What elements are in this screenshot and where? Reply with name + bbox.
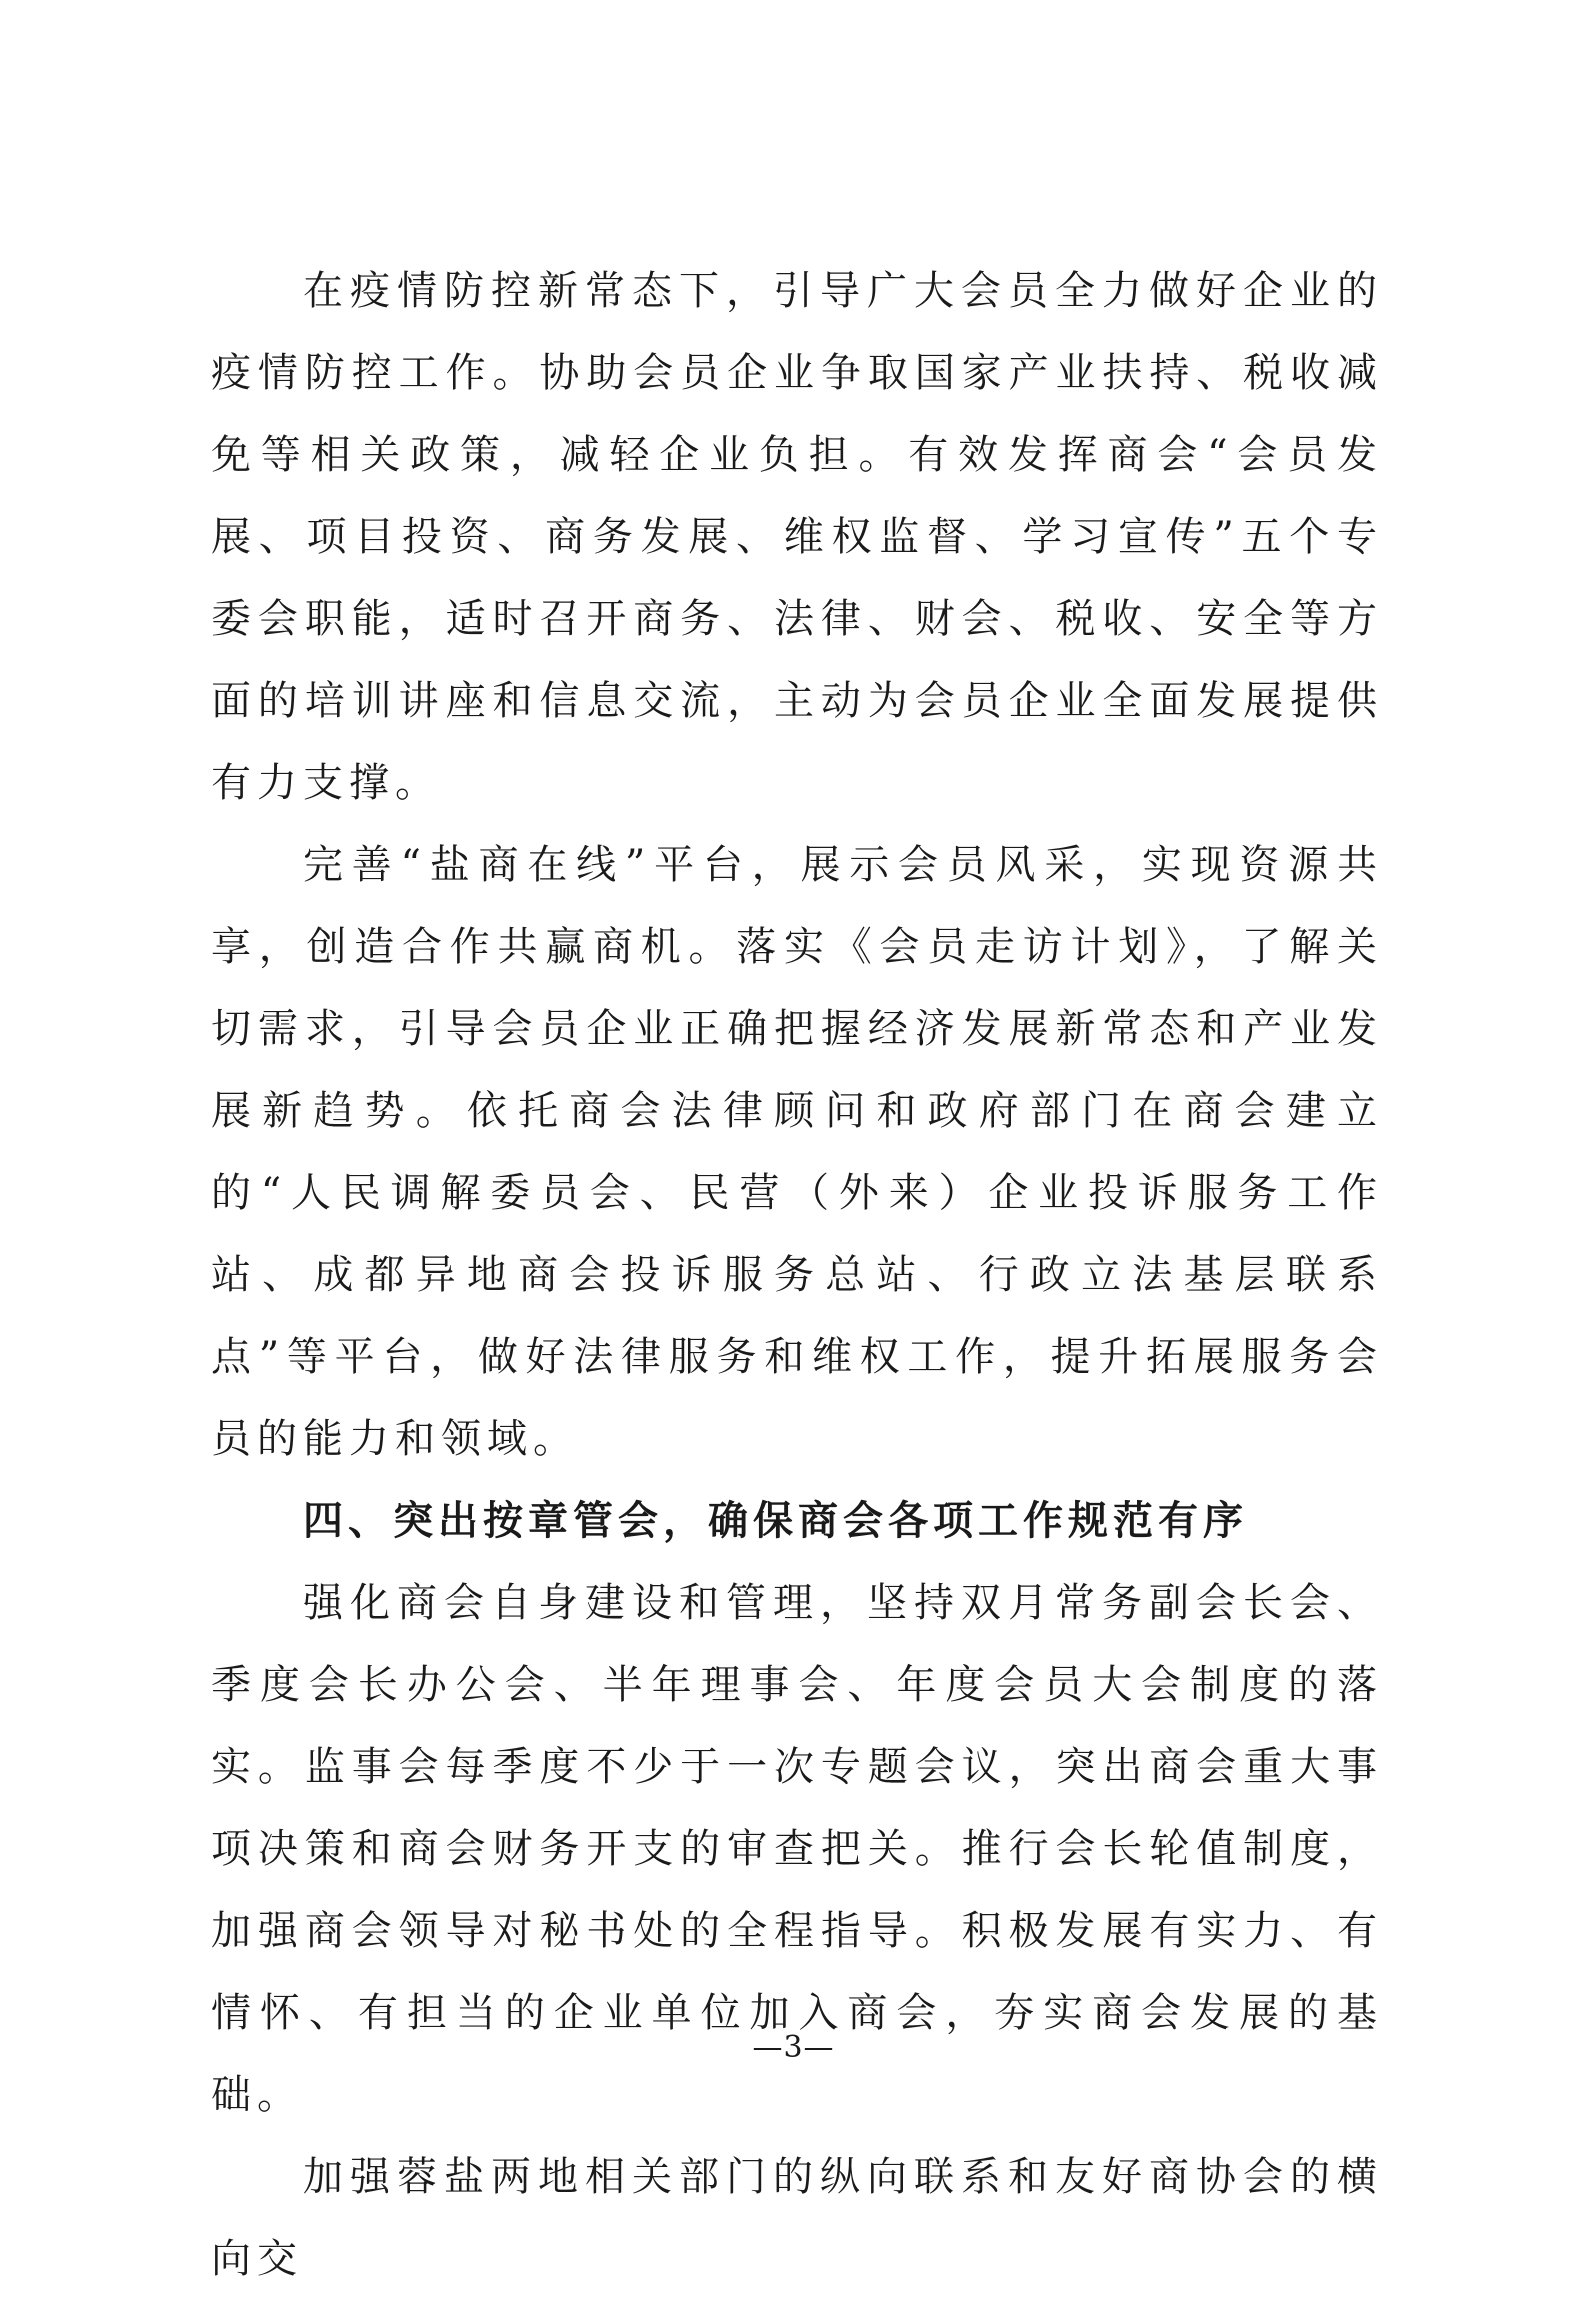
paragraph-epidemic-support: 在疫情防控新常态下，引导广大会员全力做好企业的疫情防控工作。协助会员企业争取国家产业扶持、税收减免等相关政策，减轻企业负担。有效发挥商会“会员发展、项目投资、商务发展、维权监督、学习宣传”五个专委会职能，适时召开商务、法律、财会、税收、安全等方面的培训讲座和信息交流，主动为会员企业全面发展提供有力支撑。	[211, 268, 1383, 806]
section-heading-4: 四、突出按章管会，确保商会各项工作规范有序	[303, 1498, 1248, 1544]
page-number: —3—	[752, 2030, 835, 2065]
paragraph-self-management: 强化商会自身建设和管理，坚持双月常务副会长会、季度会长办公会、半年理事会、年度会员大会制度的落实。监事会每季度不少于一次专题会议，突出商会重大事项决策和商会财务开支的审查把关。推行会长轮值制度，加强商会领导对秘书处的全程指导。积极发展有实力、有情怀、有担当的企业单位加入商会，夯实商会发展的基础。	[211, 1580, 1383, 2118]
document-body	[211, 250, 1383, 2300]
paragraph-exchange: 加强蓉盐两地相关部门的纵向联系和友好商协会的横向交	[211, 2154, 1383, 2282]
paragraph-online-platform: 完善“盐商在线”平台，展示会员风采，实现资源共享，创造合作共赢商机。落实《会员走访计划》，了解关切需求，引导会员企业正确把握经济发展新常态和产业发展新趋势。依托商会法律顾问和政府部门在商会建立的“人民调解委员会、民营（外来）企业投诉服务工作站、成都异地商会投诉服务总站、行政立法基层联系点”等平台，做好法律服务和维权工作，提升拓展服务会员的能力和领域。	[211, 842, 1383, 1462]
